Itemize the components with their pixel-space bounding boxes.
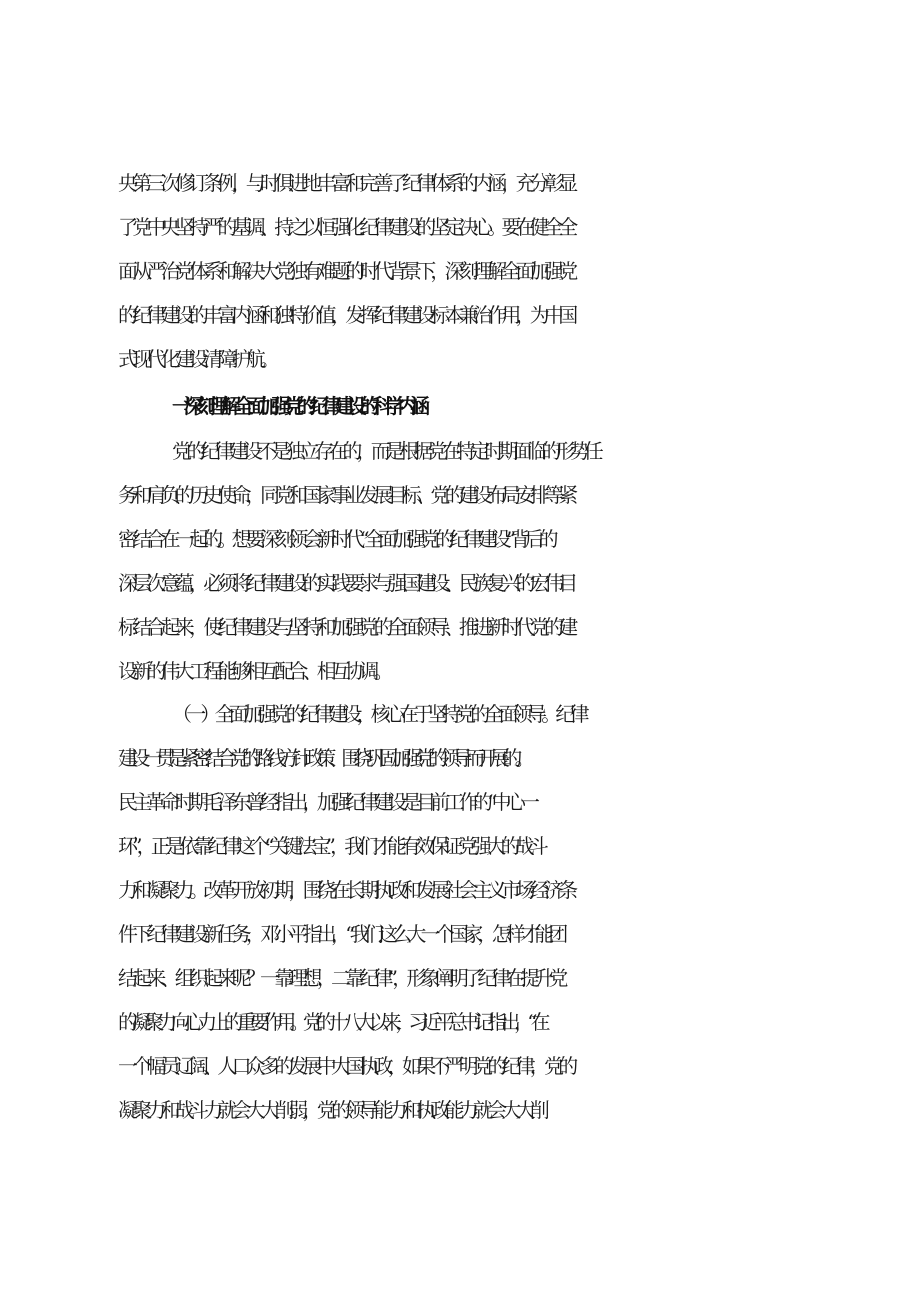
paragraph-line: （一）全面加强党的纪律建设，核心在于坚持党的全面领导。纪律	[172, 702, 584, 726]
paragraph-line: 一个幅员辽阔、人口众多的发展中大国执政，如果不严明党的纪律，党的	[118, 1054, 573, 1078]
paragraph-line: 件下纪律建设新任务，邓小平指出，“我们这么大一个国家，怎样才能团	[118, 922, 563, 946]
paragraph-line: 的凝聚力向心力上的重要作用。党的十八大以来，习近平总书记指出，“在	[118, 1010, 544, 1034]
paragraph-line: 密结合在一起的。想要深刻领会新时代“全面加强党的纪律建设”背后的	[118, 527, 553, 551]
paragraph-line: 的纪律建设的丰富内涵和独特价值，发挥纪律建设标本兼治作用，为中国	[118, 303, 573, 327]
paragraph-line: 标结合起来，使纪律建设与坚持和加强党的全面领导、推进新时代党的建	[118, 615, 573, 639]
paragraph-line: 式现代化建设清障护航。	[118, 347, 275, 371]
paragraph-line: 结起来、组织起来呢？一靠理想，二靠纪律”，形象阐明了纪律在提升党	[118, 966, 563, 990]
paragraph-line: 民主革命时期毛泽东曾经指出，加强纪律建设是目前工作的“中心一	[118, 790, 535, 814]
paragraph-line: 力和凝聚力。改革开放初期，围绕在长期执政和发展社会主义市场经济条	[118, 878, 573, 902]
paragraph-line: 建设一贯是紧密结合党的路线方针政策、围绕巩固加强党的领导而开展的。	[118, 746, 528, 770]
paragraph-line: 了党中央坚持严的基调、持之以恒强化纪律建设的坚定决心。要在健全全	[118, 215, 573, 239]
paragraph-line: 深层次意蕴，必须将纪律建设的实践要求与强国建设、民族复兴的宏伟目	[118, 571, 573, 595]
paragraph-line: 凝聚力和战斗力就会大大削弱，党的领导能力和执政能力就会大大削	[118, 1098, 544, 1122]
paragraph-line: 面从严治党体系和解决大党独有难题的时代背景下，深刻理解全面加强党	[118, 259, 573, 283]
paragraph-line: 党的纪律建设不是独立存在的，而是根据党在特定时期面临的形势任	[172, 439, 598, 463]
section-heading: 一'深刻理解全面加强党的纪律建设的科学内涵	[172, 394, 423, 418]
paragraph-line: 央第三次修订条例，与时俱进地丰富和完善了纪律体系的内涵，充分彰显	[118, 171, 573, 195]
paragraph-line: 务和肩负的历史使命，同党和国家事业发展目标、党的建设布局安排等紧	[118, 483, 573, 507]
paragraph-line: 设新的伟大工程能够相互配合、相互协调。	[118, 659, 388, 683]
paragraph-line: 环”，正是依靠纪律这个“关键法宝”，我们才能有效保证党强大的战斗	[118, 834, 544, 858]
